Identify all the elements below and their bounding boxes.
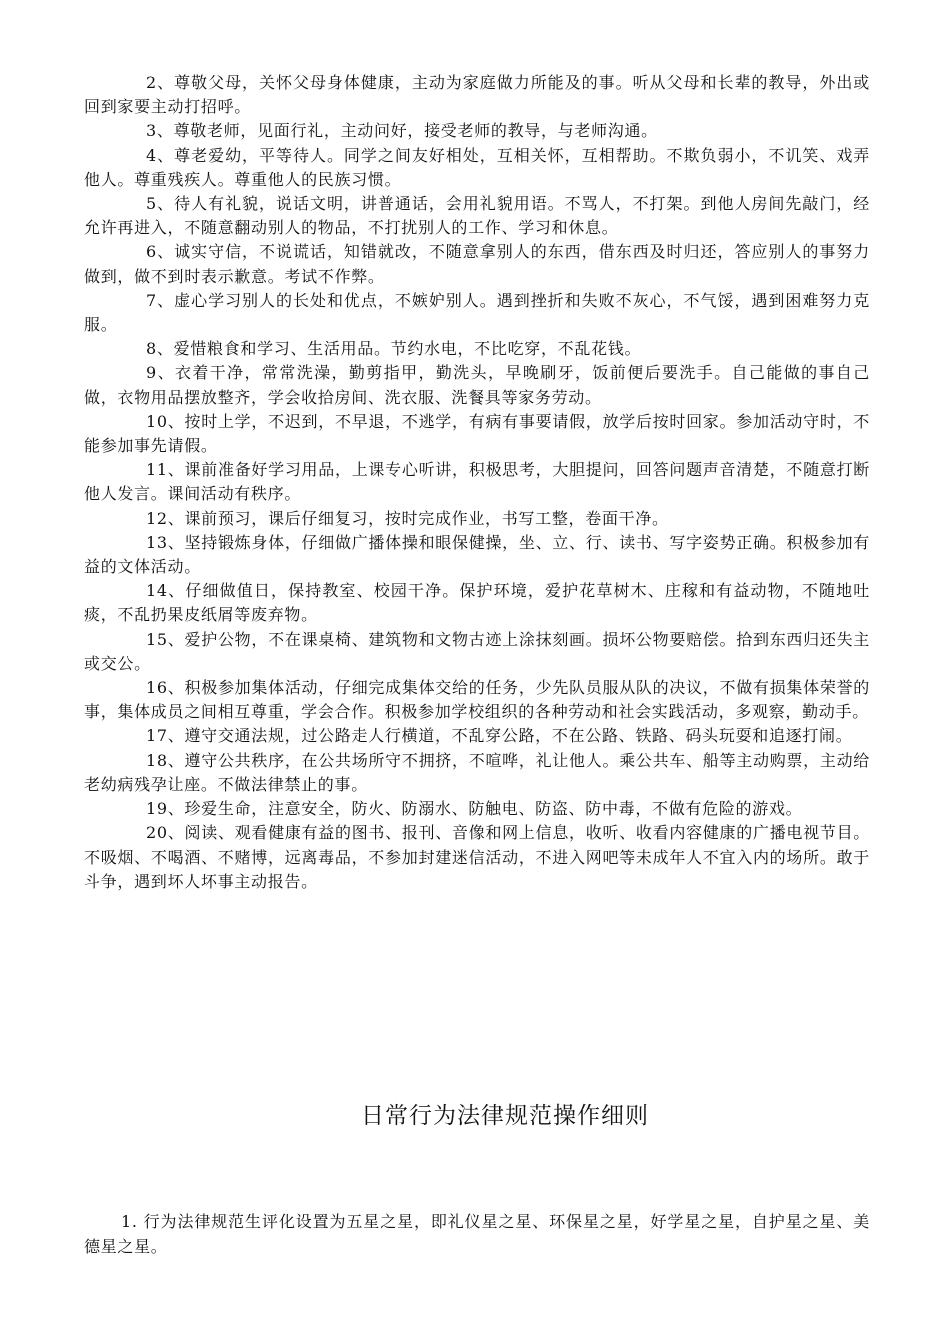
rule-item: 8、爱惜粮食和学习、生活用品。节约水电，不比吃穿，不乱花钱。 — [146, 339, 642, 359]
rule-item: 17、遵守交通法规，过公路走人行横道，不乱穿公路，不在公路、铁路、码头玩耍和追逐打闹。 — [146, 726, 853, 746]
rule-item: 7、虚心学习别人的长处和优点，不嫉妒别人。遇到挫折和失败不灰心，不气馁，遇到困难努力克服。 — [84, 290, 870, 335]
rule-item: 18、遵守公共秩序，在公共场所守不拥挤，不喧哗，礼让他人。乘公共车、船等主动购票，主动给老幼病残孕让座。不做法律禁止的事。 — [84, 750, 870, 794]
rule-item: 11、课前准备好学习用品，上课专心听讲，积极思考，大胆提问，回答问题声音清楚，不随意打断他人发言。课间活动有秩序。 — [84, 460, 870, 504]
rule-item: 10、按时上学，不迟到，不早退，不逃学，有病有事要请假，放学后按时回家。参加活动守时，不能参加事先请假。 — [84, 411, 870, 456]
rule-item: 20、阅读、观看健康有益的图书、报刊、音像和网上信息，收听、收看内容健康的广播电视节目。不吸烟、不喝酒、不赌博，远离毒品，不参加封建迷信活动，不进入网吧等未成年人不宜入内的场所。敢于斗争，遇到坏人坏事主动报告。 — [84, 823, 870, 891]
detail-paragraph: 1. 行为法律规范生评化设置为五星之星，即礼仪星之星、环保星之星，好学星之星，自护星之星、美德星之星。 — [84, 1212, 870, 1256]
rule-item: 15、爱护公物，不在课桌椅、建筑物和文物古迹上涂抹刻画。损坏公物要赔偿。拾到东西归还失主或交公。 — [84, 629, 870, 673]
rule-item: 12、课前预习，课后仔细复习，按时完成作业，书写工整，卷面干净。 — [146, 508, 669, 528]
rule-item: 14、仔细做值日，保持教室、校园干净。保护环境，爱护花草树木、庄稼和有益动物，不随地吐痰，不乱扔果皮纸屑等废弃物。 — [84, 581, 870, 625]
rule-item: 3、尊敬老师，见面行礼，主动问好，接受老师的教导，与老师沟通。 — [146, 121, 658, 141]
rule-item: 2、尊敬父母，关怀父母身体健康，主动为家庭做力所能及的事。听从父母和长辈的教导，外出或回到家要主动打招呼。 — [84, 73, 870, 117]
section-title: 日常行为法律规范操作细则 — [361, 1103, 649, 1129]
rule-item: 4、尊老爱幼，平等待人。同学之间友好相处，互相关怀，互相帮助。不欺负弱小，不讥笑、戏弄他人。尊重残疾人。尊重他人的民族习惯。 — [84, 145, 870, 189]
rule-item: 5、待人有礼貌，说话文明，讲普通话，会用礼貌用语。不骂人，不打架。到他人房间先敲门，经允许再进入，不随意翻动别人的物品，不打扰别人的工作、学习和休息。 — [84, 194, 870, 238]
rule-item: 13、坚持锻炼身体，仔细做广播体操和眼保健操，坐、立、行、读书、写字姿势正确。积极参加有益的文体活动。 — [84, 532, 870, 577]
rule-item: 16、积极参加集体活动，仔细完成集体交给的任务，少先队员服从队的决议，不做有损集体荣誉的事，集体成员之间相互尊重，学会合作。积极参加学校组织的各种劳动和社会实践活动，多观察，勤动手。 — [84, 678, 870, 722]
rule-item: 19、珍爱生命，注意安全，防火、防溺水、防触电、防盗、防中毒，不做有危险的游戏。 — [146, 799, 803, 819]
rules-list — [84, 71, 870, 894]
rule-item: 9、衣着干净，常常洗澡，勤剪指甲，勤洗头，早晚刷牙，饭前便后要洗手。自己能做的事自己做，衣物用品摆放整齐，学会收拾房间、洗衣服、洗餐具等家务劳动。 — [84, 363, 870, 407]
rule-item: 6、诚实守信，不说谎话，知错就改，不随意拿别人的东西，借东西及时归还，答应别人的事努力做到，做不到时表示歉意。考试不作弊。 — [84, 242, 870, 286]
